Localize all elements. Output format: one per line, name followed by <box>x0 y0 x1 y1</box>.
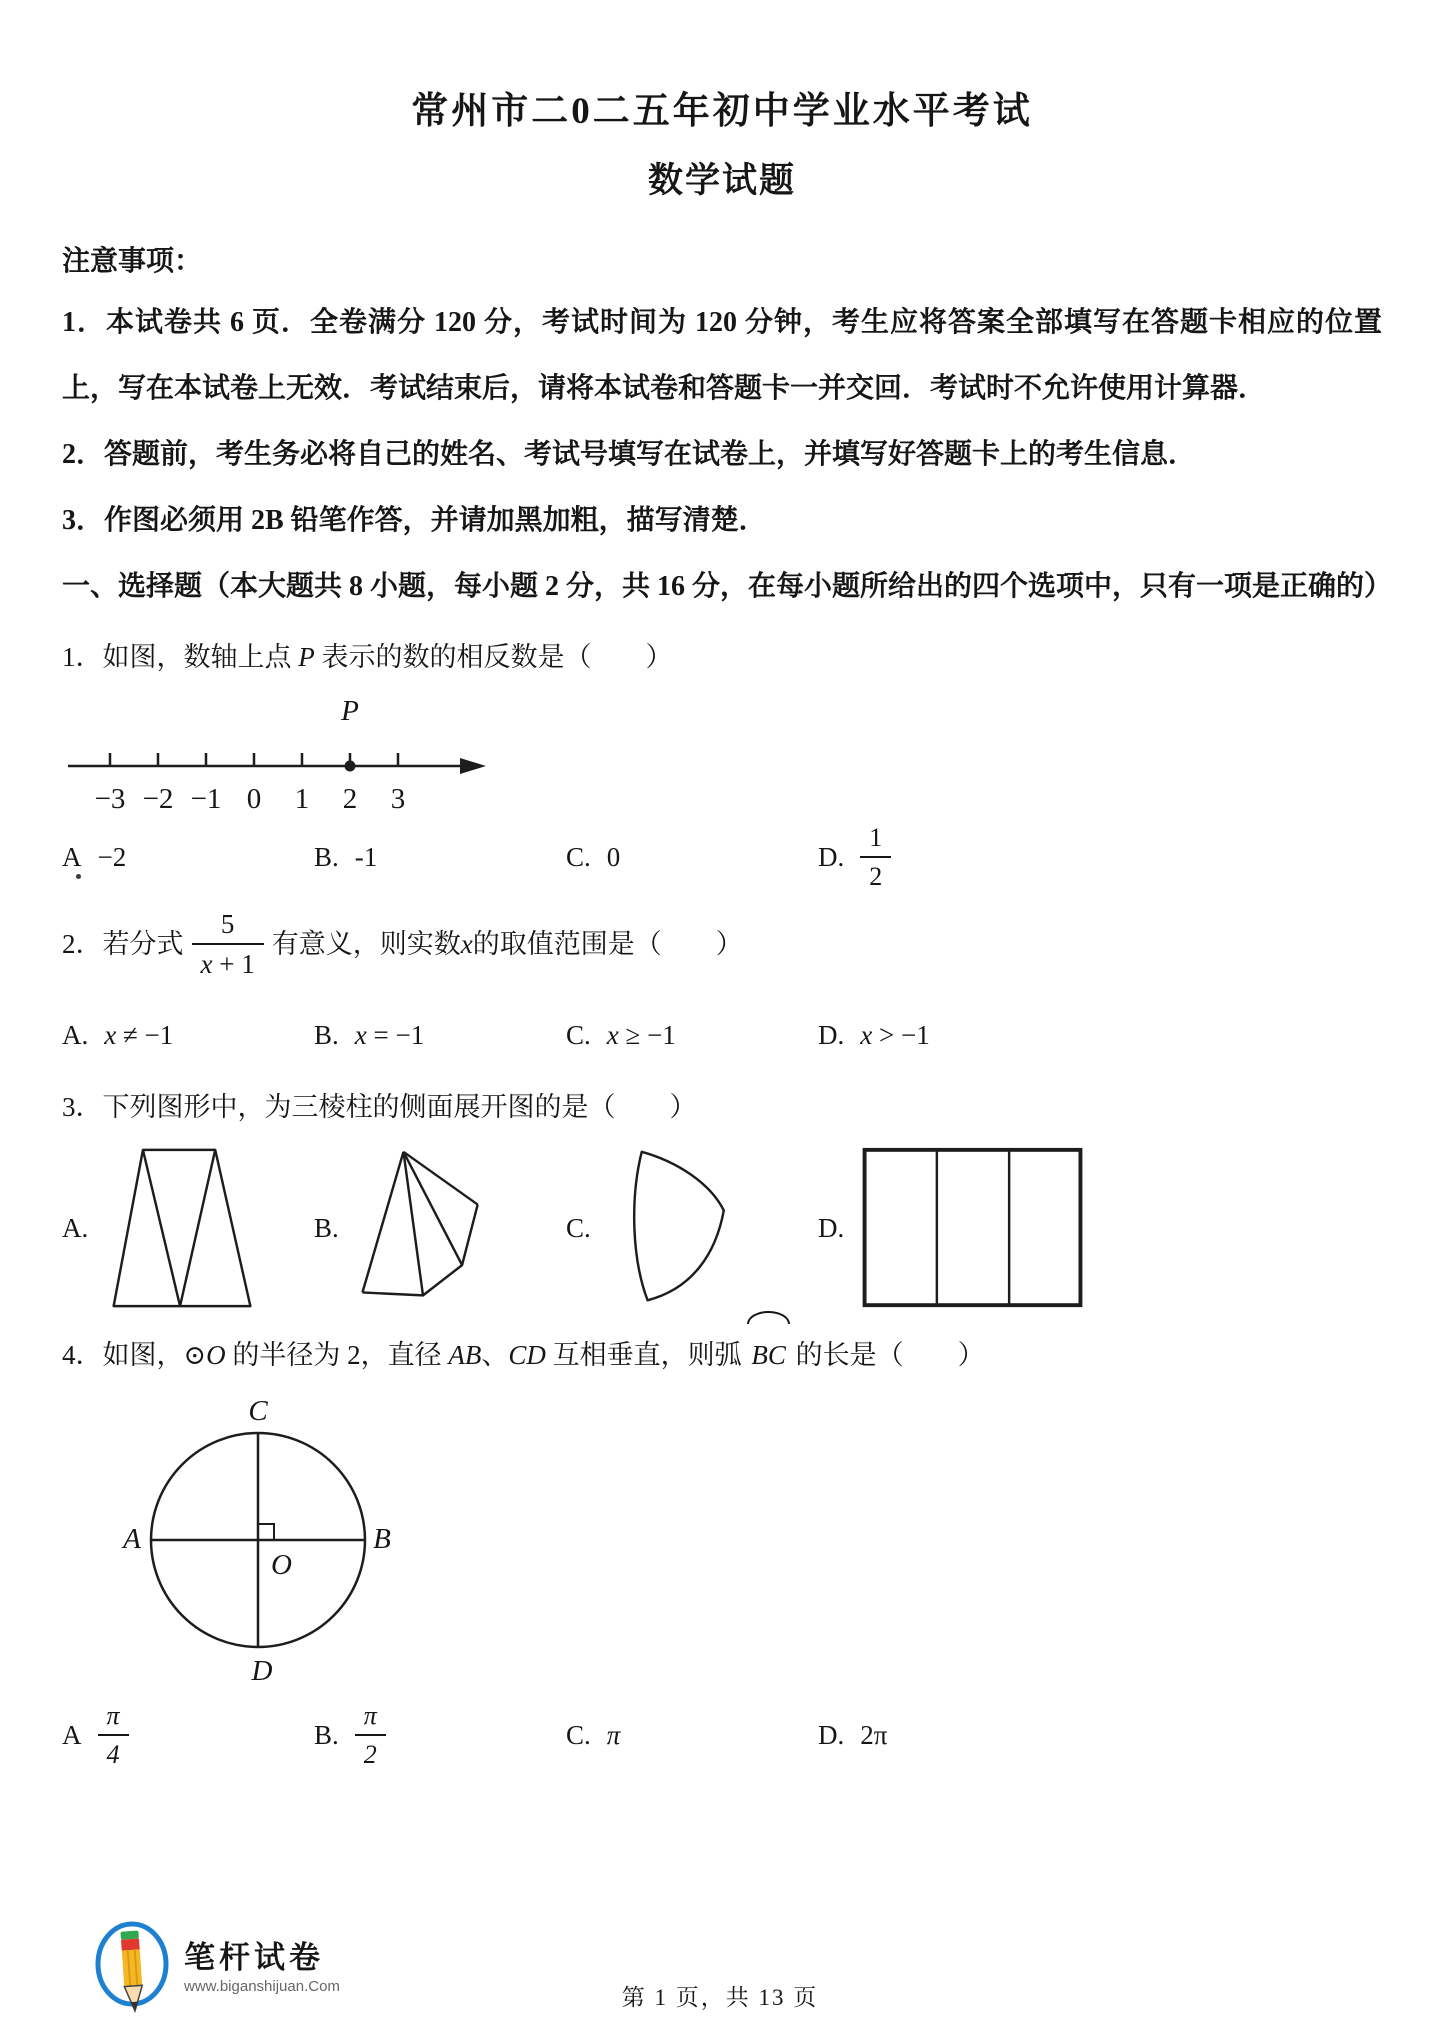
note-item-3: 3．作图必须用 2B 铅笔作答，并请加黑加粗，描写清楚． <box>62 505 767 536</box>
q4-option-b: B. $\frac{\pi}{2}$ <box>314 1700 566 1770</box>
q1-option-a-value: −2 <box>97 841 127 872</box>
q1-stem <box>62 624 1382 690</box>
q4-var-CD: CD <box>508 1340 546 1370</box>
q3-option-b-figure <box>314 1144 566 1312</box>
q2-var-x: x <box>460 929 473 959</box>
note-item-2: 2．答题前，考生务必将自己的姓名、考试号填写在试卷上，并填写好答题卡上的考生信息． <box>62 439 1197 470</box>
q1-option-a-label: A <box>62 841 82 872</box>
notes-heading: 注意事项： <box>62 246 203 277</box>
label-O: O <box>271 1549 292 1581</box>
q3-option-b-label: B. <box>314 1212 339 1243</box>
q1-option-c-label: C. <box>566 841 591 872</box>
q1-number-line-figure <box>62 696 1382 822</box>
q1-option-b <box>314 842 566 873</box>
q1-stem-post: 表示的数的相反数是（ ） <box>314 642 673 672</box>
triangle-fan-figure <box>353 1144 493 1312</box>
q4-option-a-fraction: $\frac{\pi}{4}$ <box>98 1700 129 1770</box>
q2-stem-pre: 2．若分式 <box>62 929 184 959</box>
q2-stem-mid: 有意义，则实数 <box>271 929 461 959</box>
scan-artifact-dot <box>76 874 81 879</box>
q1-options <box>62 824 1382 890</box>
q1-option-b-label: B. <box>314 841 339 872</box>
number-line-point-label: P <box>341 696 359 727</box>
exam-subtitle: 数学试题 <box>647 161 796 200</box>
q2-stem <box>62 894 1382 994</box>
label-C: C <box>248 1395 268 1427</box>
q1-option-a <box>62 842 314 873</box>
rectangle-net-figure <box>858 1144 1088 1312</box>
q2-stem-post: 的取值范围是（ ） <box>472 929 743 959</box>
q3-stem: 3．下列图形中，为三棱柱的侧面展开图的是（ ） <box>62 1092 697 1122</box>
q2-fraction: $\frac{5}{x + 1}$ <box>192 908 264 981</box>
q2-option-b: B. x = −1 <box>314 1019 425 1050</box>
q3-option-a-label: A. <box>62 1212 89 1243</box>
q1-option-c <box>566 842 818 873</box>
q4-option-c: C. π <box>566 1719 621 1750</box>
q4-stem: 4．如图，⊙O 的半径为 2，直径 AB、CD 互相垂直，则弧 BC 的长是（ ） <box>62 1320 1382 1388</box>
q3-figure-row <box>62 1144 1382 1312</box>
triangles-net-figure <box>102 1144 262 1312</box>
label-B: B <box>373 1523 391 1555</box>
exam-title: 常州市二0二五年初中学业水平考试 <box>411 91 1033 132</box>
q1-option-b-value: -1 <box>354 841 378 872</box>
q4-option-d: D. 2π <box>818 1719 888 1750</box>
q1-option-c-value: 0 <box>606 841 621 872</box>
tick-label: −1 <box>190 783 222 815</box>
q4-arc-BC: BC <box>748 1320 789 1388</box>
q4-options <box>62 1692 1382 1778</box>
q4-var-O: O <box>206 1340 226 1370</box>
tick-label: 1 <box>294 783 310 815</box>
q3-option-d-figure <box>818 1144 1088 1312</box>
q1-option-d <box>818 822 891 892</box>
q1-option-d-label: D. <box>818 841 845 872</box>
circle-svg <box>68 1390 448 1690</box>
label-A: A <box>123 1523 141 1555</box>
q1-stem-pre: 1．如图，数轴上点 <box>62 642 299 672</box>
number-line-arrowhead <box>460 758 486 774</box>
tick-label: 3 <box>390 783 406 815</box>
q1-point-var: P <box>298 642 315 672</box>
q3-option-c-figure <box>566 1144 818 1312</box>
tick-label: 0 <box>246 783 262 815</box>
q4-circle-figure <box>68 1390 1382 1690</box>
q4-option-b-fraction: $\frac{\pi}{2}$ <box>355 1700 386 1770</box>
q2-options <box>62 1002 1382 1068</box>
number-line-point-dot <box>345 761 356 772</box>
page-number: 第 1 页，共 13 页 <box>621 1985 819 2010</box>
q2-option-d: D. x > −1 <box>818 1019 930 1050</box>
q3-option-a-figure <box>62 1144 314 1312</box>
q2-option-a: A. x ≠ −1 <box>62 1019 174 1050</box>
q2-option-c: C. x ≥ −1 <box>566 1019 676 1050</box>
q4-var-AB: AB <box>448 1340 482 1370</box>
q4-option-a: A $\frac{\pi}{4}$ <box>62 1700 314 1770</box>
q3-option-c-label: C. <box>566 1212 591 1243</box>
q1-option-d-fraction: $\frac{1}{2}$ <box>860 822 891 892</box>
brand-name: 笔杆试卷 <box>184 1940 324 1976</box>
sector-figure <box>605 1144 740 1312</box>
tick-label: −2 <box>142 783 174 815</box>
right-angle-mark <box>258 1524 274 1540</box>
label-D: D <box>251 1655 273 1687</box>
note-item-1: 1．本试卷共 6 页．全卷满分 120 分，考试时间为 120 分钟，考生应将答案全部填写在答题卡相应的位置上，写在本试卷上无效．考试结束后，请将本试卷和答题卡一并交回．考试时不允许使用计算器． <box>62 307 1382 404</box>
brand-url: www.biganshijuan.Com <box>184 1977 340 1995</box>
number-line-svg <box>62 696 492 822</box>
q3-option-d-label: D. <box>818 1212 845 1243</box>
section-1-heading: 一、选择题（本大题共 8 小题，每小题 2 分，共 16 分，在每小题所给出的四个选项中，只有一项是正确的） <box>62 571 1393 602</box>
tick-label: −3 <box>94 783 126 815</box>
tick-label: 2 <box>342 783 358 815</box>
